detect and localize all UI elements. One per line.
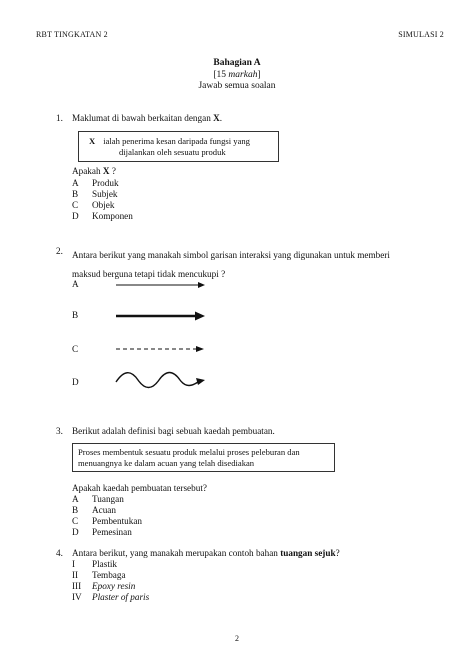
q2-option-a-letter[interactable]: A	[72, 279, 79, 289]
q2-option-d-wavy-arrow	[116, 370, 208, 390]
q2-option-b-thick-arrow	[116, 310, 206, 322]
header-left: RBT TINGKATAN 2	[36, 30, 108, 39]
q1-info-box	[78, 131, 279, 162]
header-right: SIMULASI 2	[398, 30, 444, 39]
q3-question: Apakah kaedah pembuatan tersebut?	[72, 483, 207, 493]
q1-option-a[interactable]: A Produk	[72, 178, 119, 188]
q4-stem: Antara berikut, yang manakah merupakan contoh bahan tuangan sejuk?	[72, 548, 340, 558]
q1-options	[72, 178, 133, 222]
q2-option-d-letter[interactable]: D	[72, 377, 79, 387]
q1-box-x: X	[89, 136, 96, 146]
q3-option-b[interactable]: B Acuan	[72, 505, 116, 515]
q4-item-ii: II Tembaga	[72, 570, 126, 580]
q2-stem: Antara berikut yang manakah simbol garisan interaksi yang digunakan untuk memberi maksud berguna tetapi tidak mencukupi ?	[72, 250, 390, 279]
q3-stem: Berikut adalah definisi bagi sebuah kaedah pembuatan.	[72, 426, 275, 436]
q1-box-line2: dijalankan oleh sesuatu produk	[119, 147, 226, 157]
q2-option-b-letter[interactable]: B	[72, 310, 79, 320]
q3-box-line1: Proses membentuk sesuatu produk melalui proses peleburan dan	[78, 447, 300, 457]
q4-item-iv: IV Plaster of paris	[72, 592, 150, 602]
q3-option-d[interactable]: D Pemesinan	[72, 527, 132, 537]
q4-item-iii: III Epoxy resin	[72, 581, 136, 591]
section-heading	[0, 58, 474, 93]
q2-option-c-letter[interactable]: C	[72, 344, 79, 354]
q3-number: 3.	[56, 426, 63, 436]
q3-options	[72, 494, 142, 538]
q4-number: 4.	[56, 548, 63, 558]
q1-box-line1: ialah penerima kesan daripada fungsi yang	[103, 136, 250, 146]
q1-stem: Maklumat di bawah berkaitan dengan X.	[72, 113, 223, 123]
q1-option-b[interactable]: B Subjek	[72, 189, 118, 199]
q2-number: 2.	[56, 246, 63, 256]
section-instruction: Jawab semua soalan	[198, 81, 276, 91]
section-marks: [15 markah]	[213, 69, 261, 80]
q1-option-c[interactable]: C Objek	[72, 200, 115, 210]
q3-option-c[interactable]: C Pembentukan	[72, 516, 143, 526]
q3-option-a[interactable]: A Tuangan	[72, 494, 124, 504]
q4-items	[72, 559, 149, 603]
page-number: 2	[235, 634, 239, 643]
q4-item-i: I Plastik	[72, 559, 118, 569]
q1-number: 1.	[56, 113, 63, 123]
q1-option-d[interactable]: D Komponen	[72, 211, 133, 221]
section-title: Bahagian A	[213, 58, 261, 68]
q2-option-a-thin-arrow	[116, 280, 206, 290]
q2-option-c-dashed-arrow	[116, 344, 206, 354]
q3-box-line2: menuangnya ke dalam acuan yang telah disediakan	[78, 458, 255, 468]
q3-definition-box	[72, 443, 335, 472]
q1-question: Apakah X ?	[72, 166, 116, 176]
